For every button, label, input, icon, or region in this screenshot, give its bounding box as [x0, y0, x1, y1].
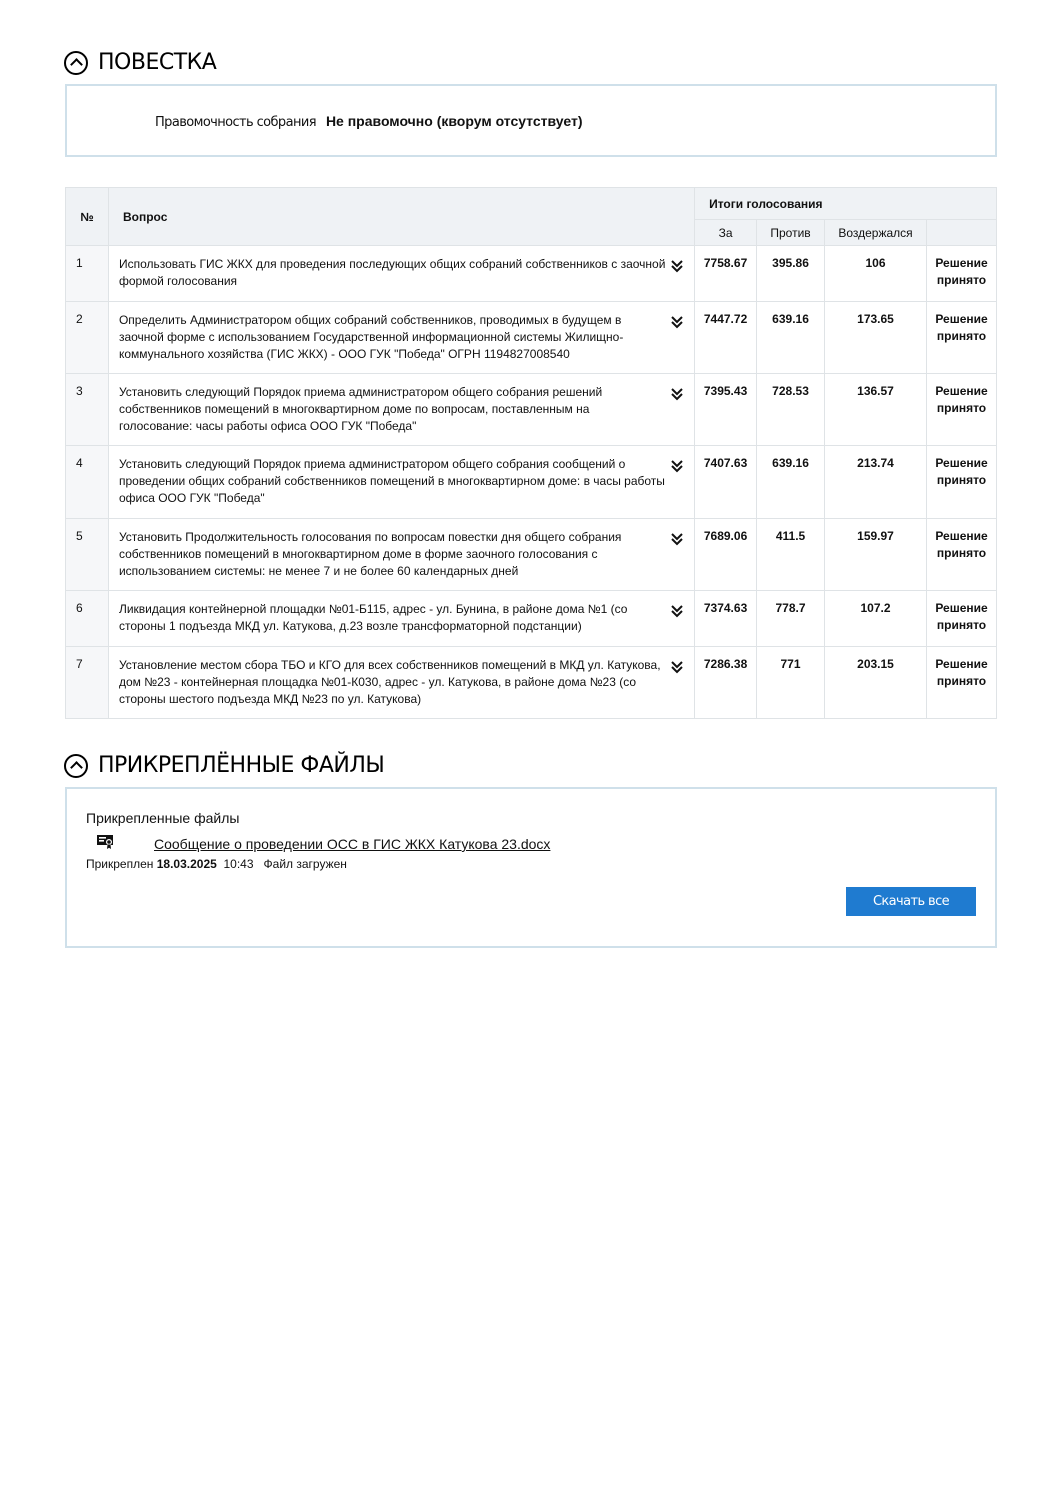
question-cell: [108, 246, 694, 302]
expand-double-chevron-icon[interactable]: [671, 660, 683, 674]
row-number: 2: [66, 302, 109, 374]
legitimacy-panel: [65, 84, 997, 157]
attached-files-panel: [65, 787, 997, 948]
votes-abstained: 173.65: [825, 302, 927, 374]
votes-for: 7758.67: [695, 246, 757, 302]
table-row: [66, 302, 997, 374]
votes-against: 395.86: [757, 246, 825, 302]
attached-time: 10:43: [223, 857, 254, 871]
attached-files-header: Прикрепленные файлы: [86, 810, 240, 826]
decision: Решение принято: [927, 591, 997, 647]
agenda-section-header[interactable]: [64, 50, 216, 75]
decision: Решение принято: [927, 246, 997, 302]
decision: Решение принято: [927, 302, 997, 374]
table-row: [66, 374, 997, 446]
attached-label: Прикреплен: [86, 857, 154, 871]
collapse-chevron-icon[interactable]: [64, 754, 88, 778]
files-section-header[interactable]: [64, 753, 384, 778]
column-header-question: Вопрос: [108, 188, 694, 246]
table-row: [66, 591, 997, 647]
votes-abstained: 106: [825, 246, 927, 302]
voting-results-table: [65, 187, 997, 719]
expand-double-chevron-icon[interactable]: [671, 604, 683, 618]
table-row: [66, 246, 997, 302]
question-text: Установить следующий Порядок приема администратором общего собрания решений собственников помещений в многоквартирном доме по вопросам, поставленным на голосование: часы работы офиса ООО ГУК "Победа": [118, 385, 603, 433]
attached-date: 18.03.2025: [156, 857, 217, 871]
column-header-against: Против: [757, 220, 825, 246]
question-cell: [108, 302, 694, 374]
question-text: Использовать ГИС ЖКХ для проведения последующих общих собраний собственников с заочной формой голосования: [118, 257, 666, 288]
expand-double-chevron-icon[interactable]: [671, 387, 683, 401]
row-number: 6: [66, 591, 109, 647]
votes-for: 7447.72: [695, 302, 757, 374]
column-header-abstained: Воздержался: [825, 220, 927, 246]
file-status: Файл загружен: [263, 857, 347, 871]
row-number: 1: [66, 246, 109, 302]
expand-double-chevron-icon[interactable]: [671, 259, 683, 273]
question-cell: [108, 591, 694, 647]
votes-for: 7286.38: [695, 647, 757, 719]
votes-abstained: 213.74: [825, 446, 927, 519]
files-title: ПРИКРЕПЛЁННЫЕ ФАЙЛЫ: [98, 753, 385, 778]
question-cell: [108, 374, 694, 446]
votes-abstained: 107.2: [825, 591, 927, 647]
votes-against: 771: [757, 647, 825, 719]
question-cell: [108, 519, 694, 591]
download-all-button[interactable]: Скачать все: [846, 887, 976, 916]
question-text: Ликвидация контейнерной площадки №01-Б115, адрес - ул. Бунина, в районе дома №1 (со стороны 1 подъезда МКД ул. Катукова, д.23 возле трансформаторной подстанции): [118, 602, 628, 633]
column-header-number: №: [66, 188, 109, 246]
votes-for: 7374.63: [695, 591, 757, 647]
question-text: Установление местом сбора ТБО и КГО для всех собственников помещений в МКД ул. Катукова, дом №23 - контейнерная площадка №01-К030, адрес - ул. Катукова, в районе дома №23 (со стороны шестого подъезда МКД №23 по ул. Катукова): [118, 658, 661, 706]
votes-against: 411.5: [757, 519, 825, 591]
certificate-file-icon: [96, 834, 114, 850]
votes-abstained: 136.57: [825, 374, 927, 446]
row-number: 3: [66, 374, 109, 446]
column-header-decision: [927, 220, 997, 246]
decision: Решение принято: [927, 446, 997, 519]
question-text: Установить следующий Порядок приема администратором общего собрания сообщений о проведении общих собраний собственников помещений в многоквартирном доме: в часы работы офиса ООО ГУК "Победа": [118, 457, 665, 505]
votes-abstained: 203.15: [825, 647, 927, 719]
decision: Решение принято: [927, 374, 997, 446]
votes-against: 778.7: [757, 591, 825, 647]
decision: Решение принято: [927, 519, 997, 591]
legitimacy-label: Правомочность собрания: [155, 115, 316, 130]
question-text: Определить Администратором общих собраний собственников, проводимых в будущем в заочной форме с использованием Государственной информационной системы Жилищно-коммунального хозяйства (ГИС ЖКХ) - ООО ГУК "Победа" ОГРН 1194827008540: [118, 313, 624, 361]
votes-abstained: 159.97: [825, 519, 927, 591]
row-number: 5: [66, 519, 109, 591]
votes-against: 639.16: [757, 302, 825, 374]
votes-for: 7689.06: [695, 519, 757, 591]
attached-file-link[interactable]: Сообщение о проведении ОСС в ГИС ЖКХ Катукова 23.docx: [154, 836, 551, 852]
table-row: [66, 519, 997, 591]
column-header-results: Итоги голосования: [695, 188, 997, 220]
votes-for: 7407.63: [695, 446, 757, 519]
votes-against: 728.53: [757, 374, 825, 446]
question-cell: [108, 446, 694, 519]
votes-for: 7395.43: [695, 374, 757, 446]
collapse-chevron-icon[interactable]: [64, 51, 88, 75]
table-row: [66, 446, 997, 519]
expand-double-chevron-icon[interactable]: [671, 315, 683, 329]
table-row: [66, 647, 997, 719]
row-number: 4: [66, 446, 109, 519]
legitimacy-value: Не правомочно (кворум отсутствует): [325, 113, 583, 129]
decision: Решение принято: [927, 647, 997, 719]
expand-double-chevron-icon[interactable]: [671, 459, 683, 473]
question-cell: [108, 647, 694, 719]
file-meta: [86, 857, 347, 871]
row-number: 7: [66, 647, 109, 719]
column-header-for: За: [695, 220, 757, 246]
expand-double-chevron-icon[interactable]: [671, 532, 683, 546]
votes-against: 639.16: [757, 446, 825, 519]
agenda-title: ПОВЕСТКА: [98, 50, 217, 75]
question-text: Установить Продолжительность голосования по вопросам повестки дня общего собрания собственников помещений в многоквартирном доме в форме заочного голосования с использованием системы: не менее 7 и не более 60 календарных дней: [118, 530, 622, 578]
